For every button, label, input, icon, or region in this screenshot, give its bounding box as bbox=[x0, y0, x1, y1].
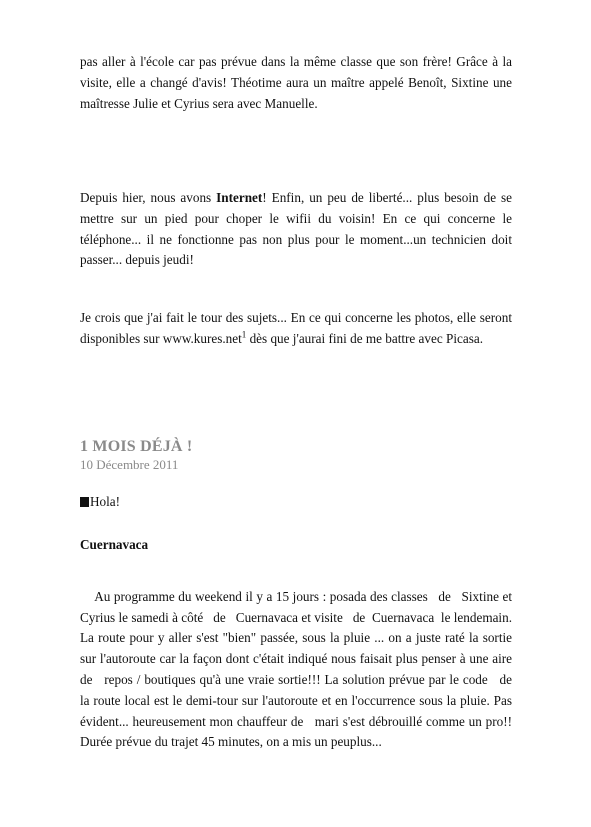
post-title: 1 MOIS DÉJÀ ! bbox=[80, 438, 193, 455]
internet-bold-word: Internet bbox=[216, 190, 263, 205]
footnote-marker: 1 bbox=[241, 329, 247, 340]
paragraph-internet bbox=[80, 188, 512, 271]
paragraph-text-end: dès que j'aurai fini de me battre avec Picasa. bbox=[246, 330, 483, 346]
paragraph-photos bbox=[80, 308, 512, 350]
section-heading: Cuernavaca bbox=[80, 537, 149, 552]
paragraph-text: Au programme du weekend il y a 15 jours : posada des classes de Sixtine et Cyrius le samedi à côté de Cuernavaca et visite de Cuernavaca le lendemain. La route pour y aller s'est "bien" passée, sous la pluie ... on a juste raté la sortie sur l'autoroute car la façon dont c'était indiqué nous faisait plus penser à une aire de repos / boutiques qu'à une vraie sortie!!! La solution prévue par le code de la route local est le demi-tour sur l'autoroute et en l'occurrence sous la pluie. Pas évident... heureusement mon chauffeur de mari s'est débrouillé comme un pro!! Durée prévue du trajet 45 minutes, on a mis un peuplus... bbox=[80, 588, 522, 750]
greeting-text: Hola! bbox=[90, 494, 121, 509]
greeting-line bbox=[80, 492, 120, 512]
paragraph-text: pas aller à l'école car pas prévue dans la même classe que son frère! Grâce à la visite, elle a changé d'avis! Théotime aura un maître appelé Benoît, Sixtine une maîtresse Julie et Cyrius sera avec Manuelle. bbox=[80, 54, 512, 111]
paragraph-text-start: Depuis hier, nous avons bbox=[80, 190, 217, 205]
paragraph-text-end: ! Enfin, un peu de liberté... plus besoin de se mettre sur un pied pour choper le wifii du voisin! En ce qui concerne le téléphone... il ne fonctionne pas non plus pour le moment...un technicien doit passer... depuis jeudi! bbox=[80, 190, 512, 268]
paragraph-cuernavaca bbox=[80, 566, 522, 774]
post-date: 10 Décembre 2011 bbox=[80, 457, 179, 472]
paragraph-text-start: Je crois que j'ai fait le tour des sujets... En ce qui concerne les photos, elle seront disponibles sur www.kures.net bbox=[80, 310, 512, 346]
square-bullet-icon bbox=[80, 497, 89, 507]
paragraph-school-visit bbox=[80, 52, 512, 114]
